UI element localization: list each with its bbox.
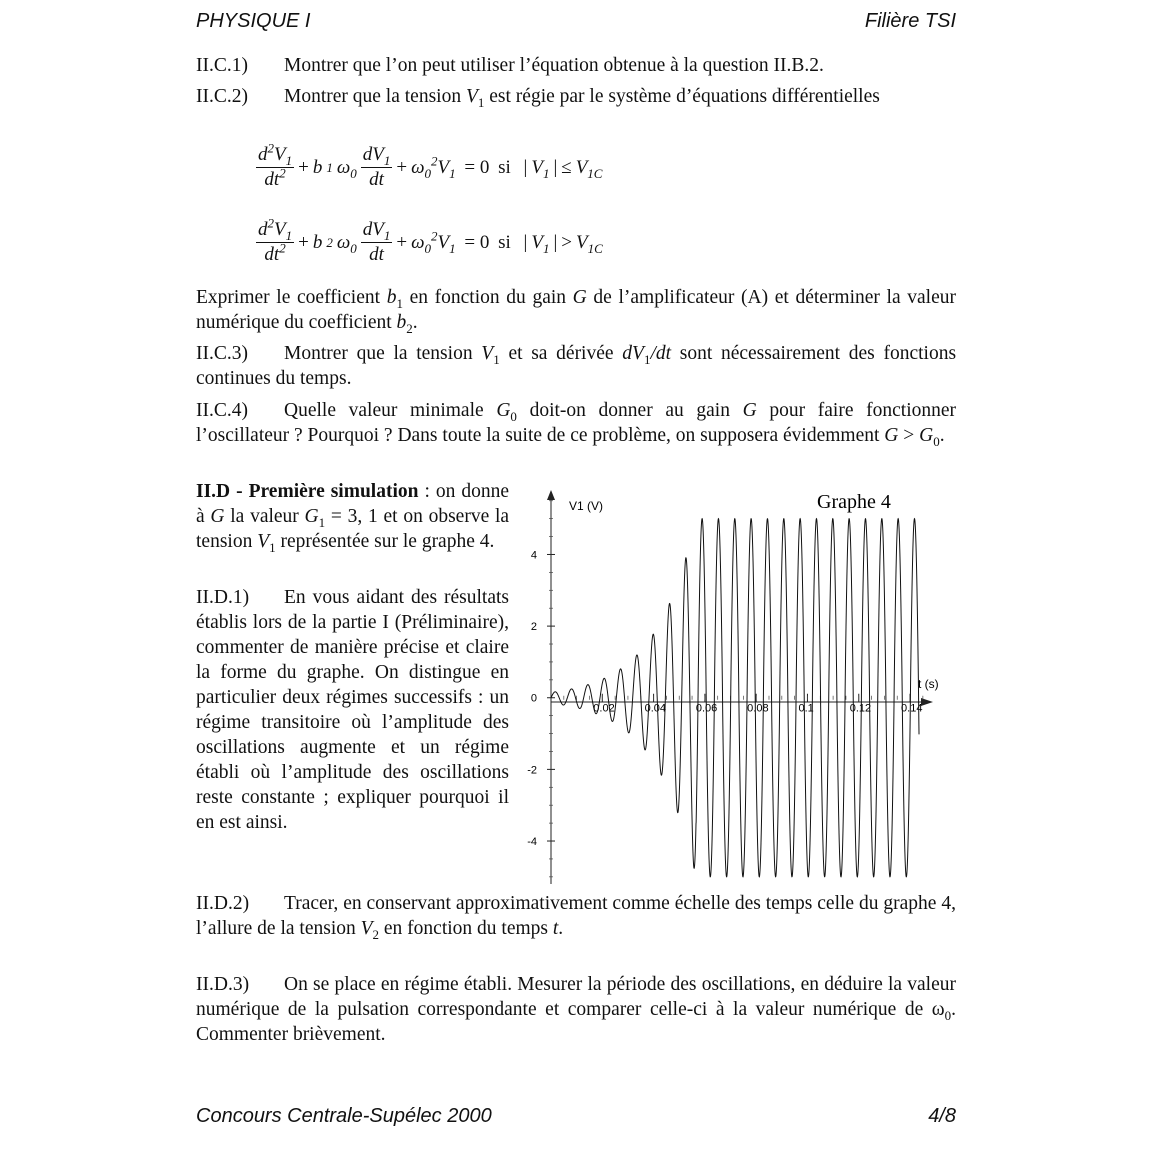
x-tick-label: 0.14 <box>901 702 923 715</box>
x-tick-label: 0.12 <box>849 702 872 715</box>
question-number: II.D.2) <box>196 893 250 914</box>
y-tick-label: 0 <box>530 692 537 705</box>
question-c3: II.C.3) Montrer que la tension $V_1$ et sa dérivée $dV_1/dt$ sont nécessairement des fonctions continues du temps. <box>196 343 957 389</box>
x-tick-label: 0.04 <box>644 702 667 715</box>
question-number: II.C.3) <box>196 343 248 364</box>
v1-series-line <box>551 519 919 877</box>
question-number: II.C.1) <box>196 55 248 76</box>
question-d3: II.D.3) On se place en régime établi. Mesurer la période des oscillations, en déduire la valeur numérique de la pulsation correspondante et comparer celle-ci à la valeur numérique de $\omega_0$. Commenter brièvement. <box>196 974 957 1045</box>
y-tick-label: 4 <box>530 549 537 562</box>
header-track: Filière TSI <box>864 10 956 32</box>
equation-2: $\frac{d^2V_1}{dt^2}$ + b 2 $\omega_0$ $\frac{dV_1}{dt}$ + $\omega_0^2V_1$ = 0 si | $V_1$ | > $V_{1C}$ <box>258 215 603 265</box>
page-footer <box>196 1105 956 1133</box>
question-text: Montrer que l’on peut utiliser l’équation obtenue à la question II.B.2. <box>284 55 824 76</box>
question-number: II.D.1) <box>196 587 250 608</box>
graph-4-chart <box>520 480 960 890</box>
question-c2: II.C.2) Montrer que la tension $V_1$ est régie par le système d’équations différentielles <box>196 86 880 110</box>
question-d1: II.D.1) En vous aidant des résultats établis lors de la partie I (Préliminaire), commenter de manière précise et claire la forme du graphe. On distingue en particulier deux régimes successifs : un régime transitoire où l’amplitude des oscillations augmente et un régime établi où l’amplitude des oscillations reste constante ; expliquer pourquoi il en est ainsi. <box>196 587 509 833</box>
chart-title: Graphe 4 <box>817 491 891 513</box>
x-tick-label: 0.02 <box>593 702 615 715</box>
question-c2-part-b: Exprimer le coefficient $b_1$ en fonction du gain G de l’amplificateur (A) et déterminer la valeur numérique du coefficient $b_2$. <box>196 287 956 336</box>
equation-1: $\frac{d^2V_1}{dt^2}$ + b 1 $\omega_0$ $\frac{dV_1}{dt}$ + $\omega_0^2V_1$ = 0 si | $V_1$ | ≤ $V_{1C}$ <box>258 140 603 190</box>
y-tick-label: 2 <box>530 621 537 634</box>
section-d-intro: II.D - Première simulation : on donne à G la valeur $G_1 = 3$, 1 et on observe la tension $V_1$ représentée sur le graphe 4. <box>196 481 510 555</box>
page-header <box>196 10 956 38</box>
chart-axes <box>547 490 933 884</box>
question-c1 <box>196 53 956 78</box>
question-number: II.C.4) <box>196 400 248 421</box>
footer-page: 4/8 <box>928 1105 956 1127</box>
header-subject: PHYSIQUE I <box>196 10 311 32</box>
question-number: II.D.3) <box>196 974 250 995</box>
y-axis-label: V1 (V) <box>569 499 604 513</box>
y-tick-label: -2 <box>527 764 537 777</box>
section-title: II.D - Première simulation <box>196 481 419 502</box>
x-axis-label: t (s) <box>918 677 939 691</box>
question-number: II.C.2) <box>196 86 248 107</box>
y-axis-arrow-icon <box>547 490 555 500</box>
x-tick-label: 0.08 <box>747 702 769 715</box>
question-d2: II.D.2) Tracer, en conservant approximativement comme échelle des temps celle du graphe 4, l’allure de la tension $V_2$ en fonction du temps t. <box>196 893 956 942</box>
x-tick-label: 0.1 <box>798 702 814 715</box>
x-tick-label: 0.06 <box>695 702 718 715</box>
question-c4: II.C.4) Quelle valeur minimale $G_0$ doit-on donner au gain G pour faire fonctionner l’oscillateur ? Pourquoi ? Dans toute la suite de ce problème, on supposera évidemment $G > G_0$. <box>196 400 957 449</box>
footer-exam: Concours Centrale-Supélec 2000 <box>196 1105 492 1127</box>
y-tick-label: -4 <box>527 836 537 849</box>
